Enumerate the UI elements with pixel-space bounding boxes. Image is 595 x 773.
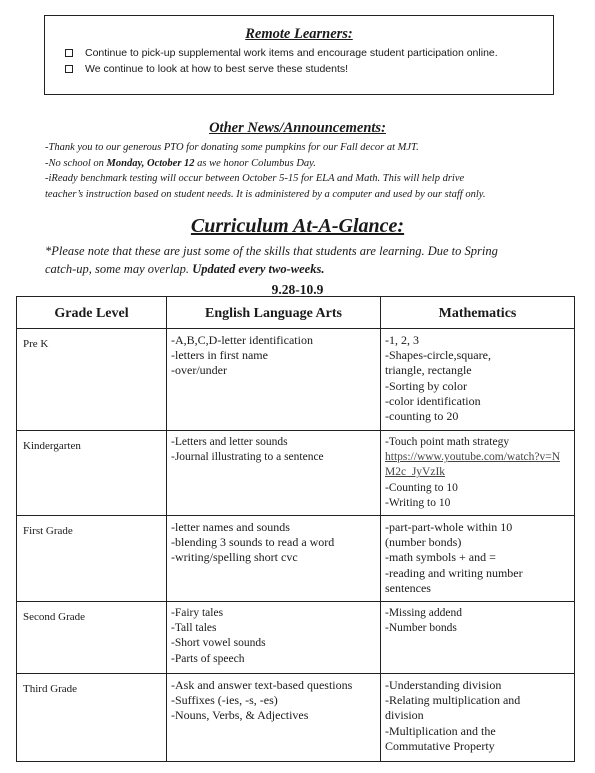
math-line: -Touch point math strategy [385, 436, 510, 448]
ela-line: -Parts of speech [171, 652, 245, 665]
grade-cell: Second Grade [17, 602, 167, 674]
ela-line: -A,B,C,D-letter identification [171, 333, 313, 347]
math-line: -Shapes-circle,square, [385, 348, 491, 363]
math-cell [381, 329, 575, 431]
math-line: sentences [385, 580, 431, 595]
math-line: -Counting to 10 [385, 481, 458, 494]
checkbox-icon [65, 49, 73, 57]
ela-line: -letter names and sounds [171, 520, 290, 534]
grade-cell: First Grade [17, 516, 167, 602]
math-cell [381, 516, 575, 602]
list-item [65, 61, 553, 77]
math-line: -1, 2, 3 [385, 333, 419, 347]
ela-line: -over/under [171, 363, 227, 378]
math-line: -Understanding division [385, 678, 502, 692]
math-line: -Sorting by color [385, 378, 467, 393]
remote-learners-title: Remote Learners: [245, 26, 353, 42]
news-line: -Thank you to our generous PTO for donating some pumpkins for our Fall decor at MJT. [45, 142, 419, 153]
ela-line: -Short vowel sounds [171, 637, 266, 650]
news-line: -iReady benchmark testing will occur between October 5-15 for ELA and Math. This will help drive [45, 173, 465, 184]
ela-line: -Tall tales [171, 622, 217, 635]
math-line: -counting to 20 [385, 409, 459, 424]
ela-line: -Nouns, Verbs, & Adjectives [171, 708, 309, 723]
header-grade-level: Grade Level [17, 297, 167, 329]
ela-cell [167, 431, 381, 516]
table-row [17, 329, 575, 431]
math-line: (number bonds) [385, 535, 462, 550]
grade-cell: Kindergarten [17, 431, 167, 516]
list-item [65, 45, 553, 61]
note-text: catch-up, some may overlap. [45, 261, 193, 276]
curriculum-title: Curriculum At-A-Glance: [190, 215, 405, 237]
news-title: Other News/Announcements: [209, 120, 386, 136]
note-line: *Please note that these are just some of the skills that students are learning. Due to Spring [45, 244, 498, 258]
remote-learners-box [44, 15, 554, 95]
curriculum-note [45, 243, 555, 278]
math-cell [381, 602, 575, 674]
math-line: -Writing to 10 [385, 496, 451, 509]
checkbox-icon [65, 65, 73, 73]
table-header-row [17, 297, 575, 329]
note-line [45, 261, 555, 279]
ela-cell [167, 602, 381, 674]
math-line: -reading and writing number [385, 565, 523, 580]
math-line: triangle, rectangle [385, 363, 472, 378]
news-text: -No school on [45, 157, 107, 169]
news-text: as we honor Columbus Day. [194, 157, 316, 169]
header-ela: English Language Arts [167, 297, 381, 329]
note-bold: Updated every two-weeks. [192, 261, 325, 276]
news-bold-date: Monday, October 12 [106, 157, 195, 169]
header-math: Mathematics [381, 297, 575, 329]
math-line: -Missing addend [385, 607, 462, 619]
ela-cell [167, 329, 381, 431]
table-row [17, 516, 575, 602]
youtube-link[interactable]: https://www.youtube.com/watch?v=NM2c_JyVzIk [385, 451, 561, 479]
math-line: -math symbols + and = [385, 550, 496, 565]
math-line: -Relating multiplication and [385, 693, 521, 708]
math-line: -Multiplication and the [385, 723, 496, 738]
ela-line: -Fairy tales [171, 607, 224, 619]
math-line: division [385, 708, 424, 723]
news-announcements [45, 140, 565, 202]
date-range: 9.28-10.9 [271, 282, 324, 297]
news-line [45, 156, 565, 172]
ela-line: -writing/spelling short cvc [171, 550, 298, 565]
table-row [17, 674, 575, 762]
table-row [17, 602, 575, 674]
remote-learners-list [65, 45, 553, 77]
math-cell [381, 431, 575, 516]
ela-line: -blending 3 sounds to read a word [171, 535, 335, 550]
math-line: -Number bonds [385, 622, 457, 635]
ela-cell [167, 516, 381, 602]
math-cell [381, 674, 575, 762]
ela-line: -Ask and answer text-based questions [171, 678, 353, 692]
news-line: teacher’s instruction based on student needs. It is administered by a computer and used by our staff only. [45, 188, 486, 200]
table-row [17, 431, 575, 516]
curriculum-table [16, 296, 575, 762]
ela-cell [167, 674, 381, 762]
grade-cell: Third Grade [17, 674, 167, 762]
ela-line: -Journal illustrating to a sentence [171, 451, 324, 464]
ela-line: -Letters and letter sounds [171, 436, 288, 448]
math-line: Commutative Property [385, 738, 495, 753]
remote-item-text: We continue to look at how to best serve these students! [85, 63, 349, 75]
grade-cell: Pre K [17, 329, 167, 431]
math-line: -color identification [385, 393, 481, 408]
remote-item-text: Continue to pick-up supplemental work items and encourage student participation online. [85, 47, 498, 59]
math-line: -part-part-whole within 10 [385, 520, 513, 534]
ela-line: -letters in first name [171, 348, 268, 363]
ela-line: -Suffixes (-ies, -s, -es) [171, 693, 278, 708]
